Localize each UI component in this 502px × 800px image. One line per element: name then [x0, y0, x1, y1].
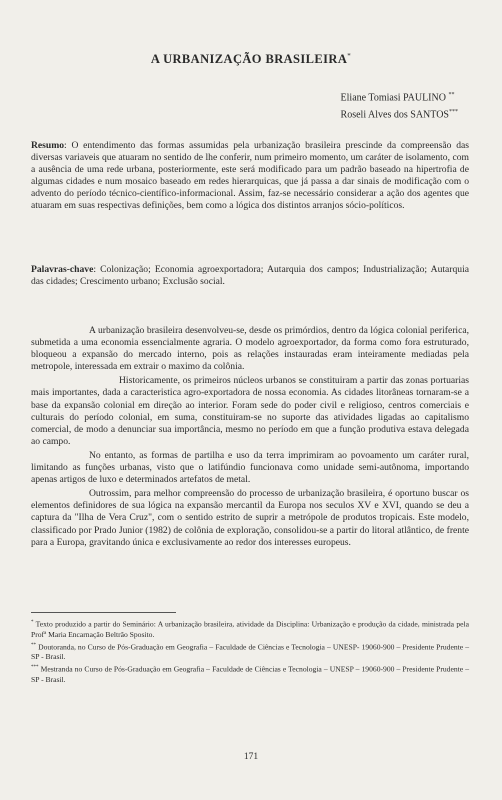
keywords-label: Palavras-chave — [31, 264, 94, 275]
page-title — [0, 52, 502, 67]
footnote — [31, 663, 469, 685]
body-text — [31, 325, 469, 551]
footnote-marker: * — [31, 620, 34, 625]
author-name: Eliane Tomiasi PAULINO — [340, 92, 446, 104]
author-list — [341, 88, 458, 123]
keywords-text: : Colonização; Economia agroexportadora; Autarquia dos campos; Industrialização; Autarquia das cidades; Crescimento urbano; Exclusão social. — [31, 264, 469, 288]
footnote-marker: ** — [31, 642, 36, 648]
abstract-text: : O entendimento das formas assumidas pela urbanização brasileira prescinde da compreensão das diversas variaveis que atuaram no sentido de lhe conferir, num primeiro momento, um caráter de isolamento, com a ausência de uma rede urbana, posteriormente, este será modificado para um padrão baseado na hipertrofia de algumas cidades e num mosaico baseado em redes hierarquicas, que já passa a dar sinais de modificação com o advento do período técnico-científico-informacional. Assim, faz-se necessário considerar a ação dos agentes que atuaram em suas respectivas definições, bem como a lógica dos distintos arranjos sócio-políticos. — [31, 140, 469, 212]
author-2 — [341, 105, 458, 122]
abstract — [31, 140, 469, 213]
body-paragraph: Historicamente, os primeiros núcleos urbanos se constituiram a partir das zonas portuarias mais importantes, dada a caracteristica agro-exportadora de nossa economia. As cidades litorâneas tornaram-se a base da expansão colonial em direção ao interior. Foram sede do poder civil e religioso, centros comerciais e culturais do período colonial, em suma, constituiram-se no suporte das atividades ligadas ao capitalismo comercial, de modo a denunciar sua importância, mesmo no período em que a função produtiva estava delegada ao campo. — [31, 375, 469, 447]
author-1 — [341, 88, 458, 105]
footnote-marker: *** — [31, 665, 39, 671]
keywords — [31, 264, 469, 288]
body-paragraph: No entanto, as formas de partilha e uso da terra imprimiram ao povoamento um caráter rural, limitando as funções urbanas, visto que o latifúndio funcionava como unidade semi-autônoma, importando apenas artigos de luxo e determinados artefatos de metal. — [31, 449, 469, 486]
author-marker: *** — [449, 109, 458, 116]
footnote-text: Mestranda no Curso de Pós-Graduação em Geografia – Faculdade de Ciências e Tecnologia – UNESP – 19060-900 – Presidente Prudente – SP - Brasil. — [31, 664, 469, 684]
title-footnote-marker: * — [347, 52, 352, 60]
footnotes — [31, 618, 469, 686]
body-paragraph: Outrossim, para melhor compreensão do processo de urbanização brasileira, é oportuno buscar os elementos definidores de sua lógica na expansão mercantil da Europa nos seculos XV e XVI, quando se deu a captura da "Ilha de Vera Cruz", com o sentido estrito de suprir a metrópole de produtos tropicais. Este modelo, classificado por Prado Junior (1982) de colônia de exploração, consolidou-se a partir do litoral atlântico, de frente para a Europa, gravitando única e exclusivamente ao redor dos interesses europeus. — [31, 488, 469, 548]
footnote — [31, 641, 469, 663]
footnote-text: Texto produzido a partir do Seminário: A urbanização brasileira, atividade da Disciplina: Urbanização e produção da cidade, ministrada pela Profª Maria Encarnação Beltrão Sposito. — [31, 619, 469, 639]
abstract-label: Resumo — [31, 140, 65, 151]
author-name: Roseli Alves dos SANTOS — [340, 109, 449, 121]
footnote — [31, 618, 469, 640]
footnote-text: Doutoranda, no Curso de Pós-Graduação em Geografia – Faculdade de Ciências e Tecnologia – UNESP- 19060-900 – Presidente Prudente – SP - Brasil. — [31, 642, 469, 662]
body-paragraph: A urbanização brasileira desenvolveu-se, desde os primórdios, dentro da lógica colonial periferica, submetida a uma economia essencialmente agraria. O modelo agroexportador, da forma como fora estruturado, bloqueou a expansão do mercado interno, pois as relações instauradas eram inteiramente mediadas pela metropole, interessada em extrair o maximo da colônia. — [31, 325, 469, 373]
page-number: 171 — [243, 752, 259, 762]
author-marker: ** — [448, 92, 455, 98]
title-text: A URBANIZAÇÃO BRASILEIRA — [150, 52, 348, 67]
footnote-divider — [31, 612, 176, 613]
